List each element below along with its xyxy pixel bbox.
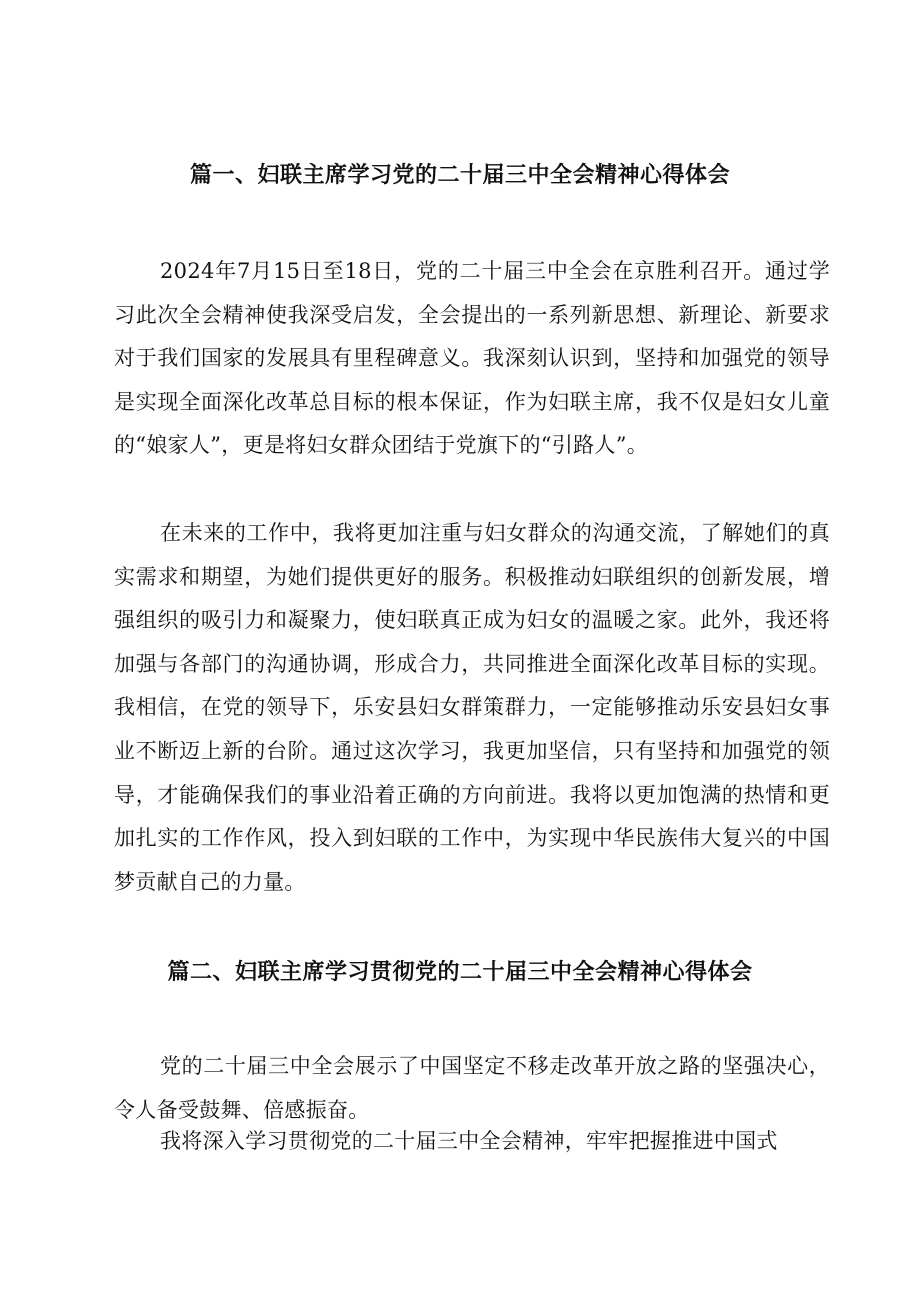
section-2-title: 篇二、妇联主席学习贯彻党的二十届三中全会精神心得体会 <box>167 960 753 985</box>
section-1-paragraph-2: 在未来的工作中，我将更加注重与妇女群众的沟通交流，了解她们的真实需求和期望，为她们提供更好的服务。积极推动妇联组织的创新发展，增强组织的吸引力和凝聚力，使妇联真正成为妇女的温暖之家。此外，我还将加强与各部门的沟通协调，形成合力，共同推进全面深化改革目标的实现。我相信，在党的领导下，乐安县妇女群策群力，一定能够推动乐安县妇女事业不断迈上新的台阶。通过这次学习，我更加坚信，只有坚持和加强党的领导，才能确保我们的事业沿着正确的方向前进。我将以更加饱满的热情和更加扎实的工作作风，投入到妇联的工作中，为实现中华民族伟大复兴的中国梦贡献自己的力量。 <box>114 521 830 894</box>
section-1-paragraph-1: 2024年7月15日至18日，党的二十届三中全会在京胜利召开。通过学习此次全会精神使我深受启发，全会提出的一系列新思想、新理论、新要求对于我们国家的发展具有里程碑意义。我深刻认识到，坚持和加强党的领导是实现全面深化改革总目标的根本保证，作为妇联主席，我不仅是妇女儿童的“娘家人”，更是将妇女群众团结于党旗下的“引路人”。 <box>114 259 830 458</box>
section-2-paragraph-1: 党的二十届三中全会展示了中国坚定不移走改革开放之路的坚强决心，令人备受鼓舞、倍感振奋。 <box>114 1054 830 1122</box>
section-1-title: 篇一、妇联主席学习党的二十届三中全会精神心得体会 <box>189 163 730 188</box>
section-2-paragraph-2: 我将深入学习贯彻党的二十届三中全会精神，牢牢把握推进中国式 <box>160 1129 778 1153</box>
